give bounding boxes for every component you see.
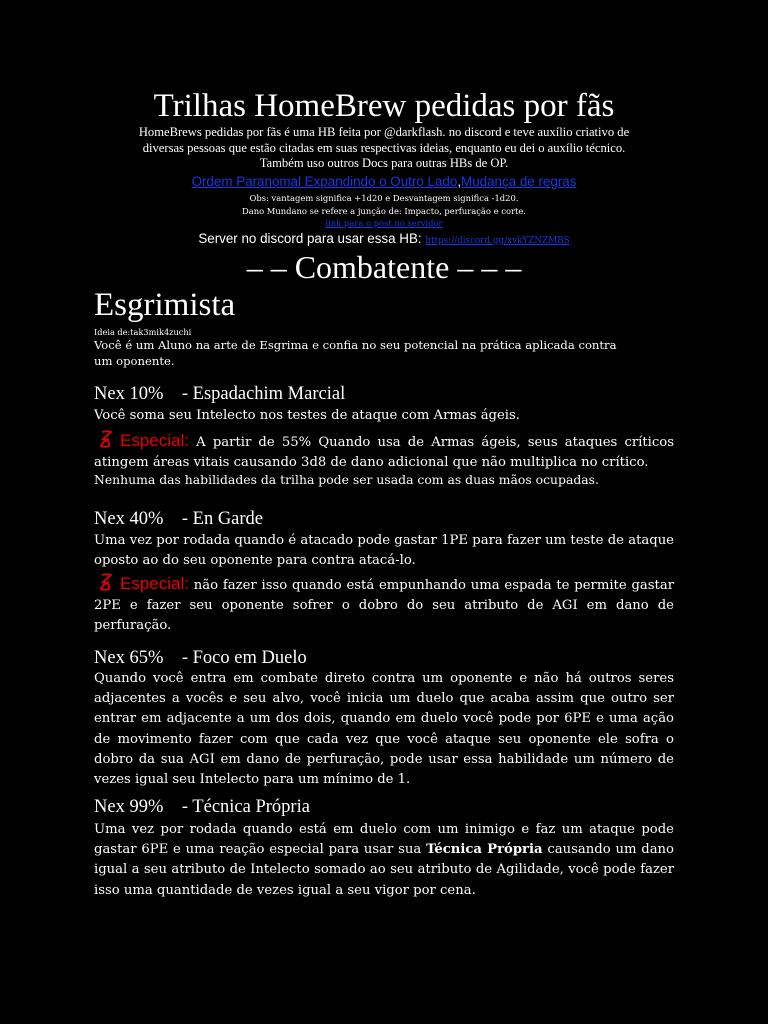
ability-text: [94, 820, 674, 901]
ability-text-after: causando um dano igual a seu atributo de Intelecto somado ao seu atributo de Agilidade, você pode fazer isso uma quantidade de vezes igual a seu vigor por cena.: [94, 842, 674, 898]
doc-link-separator: ,: [457, 174, 462, 189]
special-label: Especial:: [120, 431, 189, 450]
ability-note: Nenhuma das habilidades da trilha pode ser usada com as duas mãos ocupadas.: [94, 472, 599, 487]
red-hourglass-sigil-icon: [98, 430, 114, 448]
intro-text: [94, 125, 674, 172]
obs-line: Dano Mundano se refere a junção de: Impacto, perfuração e corte.: [242, 206, 526, 216]
discord-invite-link[interactable]: https://discord.gg/xvkYZNZMBS: [425, 236, 570, 246]
ability-title: Nex 10% - Espadachim Marcial: [94, 384, 346, 404]
obs-notes: [94, 192, 674, 218]
docs-links: [94, 174, 674, 190]
special-text: A partir de 55% Quando usa de Armas ágeis, seus ataques críticos atingem áreas vitais causando 3d8 de dano adicional que não multiplica no crítico.: [94, 435, 674, 471]
ability-text: Uma vez por rodada quando é atacado pode gastar 1PE para fazer um teste de ataque oposto ao do seu oponente para contra atacá-lo.: [94, 533, 674, 569]
ability-title: Nex 40% - En Garde: [94, 509, 264, 529]
intro-line: HomeBrews pedidas por fãs é uma HB feita por @darkflash. no discord e teve auxílio criativo de: [138, 125, 630, 139]
technique-name: Técnica Própria: [426, 842, 543, 858]
ability-text: [94, 406, 674, 426]
doc-link-expandindo[interactable]: Ordem Paranomal Expandindo o Outro Lado: [191, 174, 458, 189]
post-link[interactable]: link para o post no servidor: [325, 218, 443, 228]
ability-special: [94, 573, 674, 637]
ability-text-main: Você soma seu Intelecto nos testes de ataque com Armas ágeis.: [94, 408, 520, 423]
trail-name: Esgrimista: [94, 287, 236, 323]
ability-text: Quando você entra em combate direto contra um oponente e não há outros seres adjacentes a vocês e seu alvo, você inicia um duelo que acaba assim que outro ser entrar em adjacente a um dos dois, quando em duelo você pode por 6PE e uma ação de movimento fazer com que cada vez que você ataque seu oponente ele sofra o dobro da sua AGI em dano de perfuração, pode usar essa habilidade um número de vezes igual seu Intelecto para um mínimo de 1.: [94, 671, 674, 788]
trail-description: Você é um Aluno na arte de Esgrima e confia no seu potencial na prática aplicada contra um oponente.: [94, 338, 617, 368]
post-link-row: [94, 217, 674, 230]
ability-title: Nex 99% - Técnica Própria: [94, 797, 310, 817]
document-title: Trilhas HomeBrew pedidas por fãs: [153, 88, 615, 124]
obs-line: Obs: vantagem significa +1d20 e Desvantagem significa -1d20.: [249, 193, 519, 203]
intro-line: Também uso outros Docs para outras HBs de OP.: [259, 156, 509, 170]
doc-link-mudanca-regras[interactable]: Mudança de regras: [461, 174, 577, 189]
ability-title: Nex 65% - Foco em Duelo: [94, 648, 307, 668]
section-title: – – Combatente – – –: [246, 249, 522, 285]
ability-special: [94, 430, 674, 473]
special-text: não fazer isso quando está empunhando uma espada te permite gastar 2PE e fazer seu oponente sofrer o dobro do seu atributo de AGI em dano de perfuração.: [94, 578, 675, 634]
intro-line: diversas pessoas que estão citadas em suas respectivas ideias, enquanto eu dei o auxílio técnico.: [142, 140, 626, 155]
trail-idea-credit: Ideia de:tak3mik4zuchi: [94, 327, 192, 337]
red-hourglass-sigil-icon: [98, 573, 114, 591]
special-label: Especial:: [120, 574, 189, 593]
ability-text-before: Uma vez por rodada quando está em duelo com um inimigo e faz um ataque pode gastar 6PE e uma reação especial para usar sua: [94, 822, 674, 858]
server-label: Server no discord para usar essa HB:: [198, 231, 426, 246]
